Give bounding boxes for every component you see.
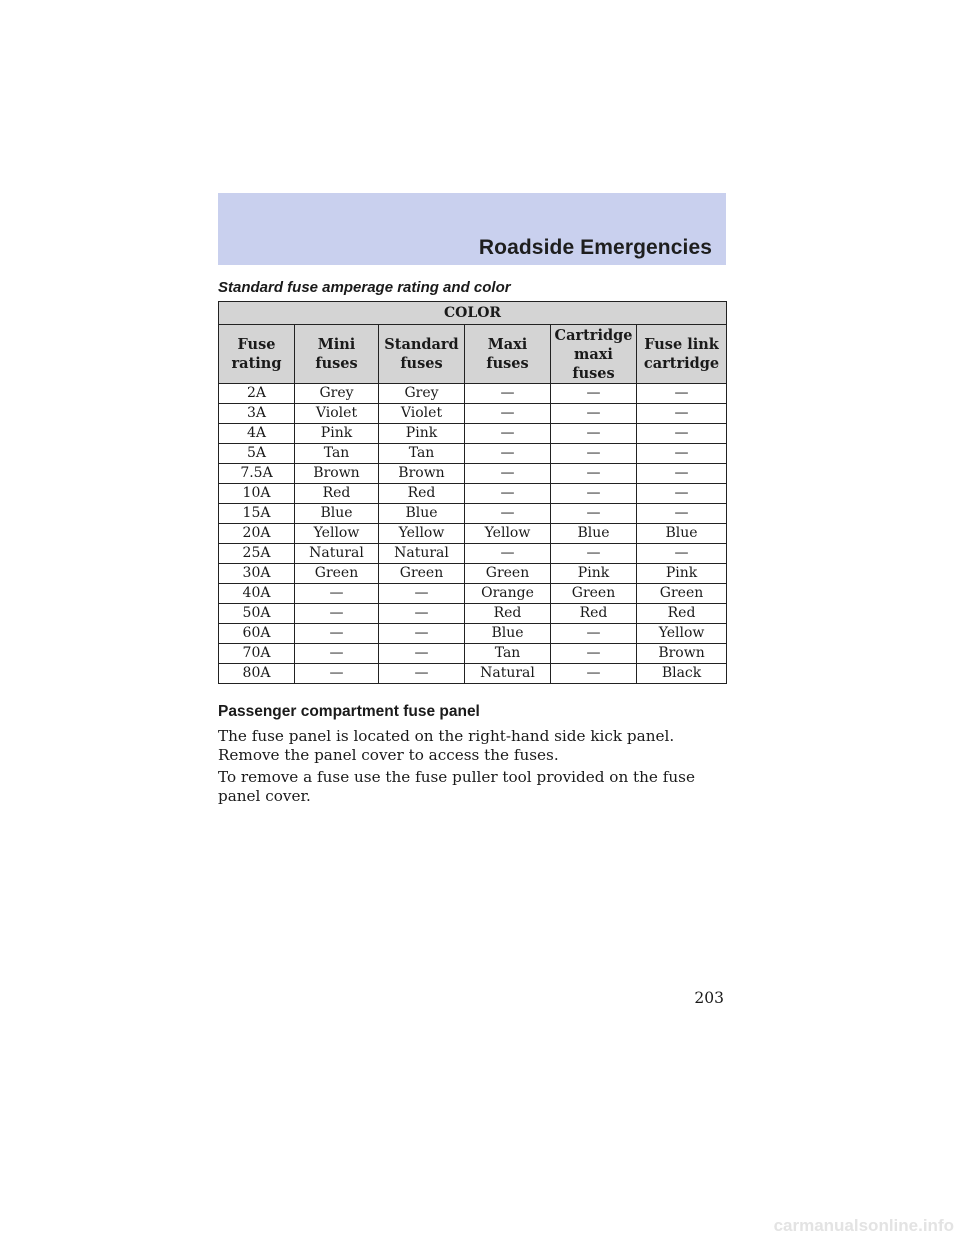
- table-cell: —: [295, 624, 379, 644]
- table-cell: Natural: [295, 544, 379, 564]
- table-cell: 70A: [219, 644, 295, 664]
- table-row: [219, 564, 727, 584]
- column-header-maxi-fuses: [465, 325, 551, 384]
- column-header-label: Fuse rating: [231, 336, 282, 372]
- watermark-logo: carmanualsonline.info: [773, 1216, 954, 1235]
- table-cell: —: [295, 644, 379, 664]
- table-caption: Standard fuse amperage rating and color: [218, 279, 511, 296]
- table-cell: —: [379, 604, 465, 624]
- table-cell: —: [295, 584, 379, 604]
- table-cell: —: [637, 464, 727, 484]
- table-cell: —: [295, 604, 379, 624]
- table-cell: 60A: [219, 624, 295, 644]
- body-paragraph: To remove a fuse use the fuse puller tool provided on the fuse panel cover.: [218, 768, 695, 805]
- column-header-fuse-rating: [219, 325, 295, 384]
- section-header-band: [218, 193, 726, 265]
- table-row: [219, 384, 727, 404]
- table-row: [219, 404, 727, 424]
- table-row: [219, 484, 727, 504]
- section-heading: Passenger compartment fuse panel: [218, 703, 480, 720]
- table-cell: Red: [551, 604, 637, 624]
- table-cell: —: [551, 644, 637, 664]
- table-cell: 50A: [219, 604, 295, 624]
- table-cell: —: [465, 444, 551, 464]
- table-cell: —: [379, 624, 465, 644]
- table-cell: Pink: [379, 424, 465, 444]
- table-body: [219, 384, 727, 684]
- table-cell: 80A: [219, 664, 295, 684]
- column-header-fuse-link-cartridge: [637, 325, 727, 384]
- table-cell: —: [637, 444, 727, 464]
- table-cell: Green: [551, 584, 637, 604]
- table-cell: —: [465, 404, 551, 424]
- table-cell: Green: [379, 564, 465, 584]
- table-row: [219, 584, 727, 604]
- table-cell: —: [551, 464, 637, 484]
- table-cell: —: [379, 584, 465, 604]
- table-row: [219, 644, 727, 664]
- table-cell: —: [551, 484, 637, 504]
- column-header-label: Mini fuses: [315, 336, 358, 372]
- table-cell: —: [637, 484, 727, 504]
- table-cell: Tan: [295, 444, 379, 464]
- table-cell: —: [551, 504, 637, 524]
- table-cell: Pink: [637, 564, 727, 584]
- table-cell: —: [551, 424, 637, 444]
- table-cell: Green: [465, 564, 551, 584]
- table-cell: 40A: [219, 584, 295, 604]
- body-paragraph: The fuse panel is located on the right-hand side kick panel. Remove the panel cover to access the fuses.: [218, 727, 675, 764]
- table-cell: 2A: [219, 384, 295, 404]
- page-number: 203: [694, 989, 724, 1007]
- column-header-label: Fuse link cartridge: [643, 336, 720, 372]
- table-cell: Green: [637, 584, 727, 604]
- table-cell: 30A: [219, 564, 295, 584]
- table-cell: Violet: [295, 404, 379, 424]
- table-row: [219, 604, 727, 624]
- table-cell: Natural: [379, 544, 465, 564]
- table-cell: —: [465, 464, 551, 484]
- column-header-label: Standard fuses: [384, 336, 459, 372]
- table-cell: —: [379, 664, 465, 684]
- table-cell: 25A: [219, 544, 295, 564]
- table-cell: —: [379, 644, 465, 664]
- table-group-header-row: [219, 302, 727, 325]
- table-cell: 5A: [219, 444, 295, 464]
- table-cell: Violet: [379, 404, 465, 424]
- table-cell: —: [637, 544, 727, 564]
- table-cell: Natural: [465, 664, 551, 684]
- table-cell: 7.5A: [219, 464, 295, 484]
- table-cell: Yellow: [379, 524, 465, 544]
- table-cell: Black: [637, 664, 727, 684]
- color-group-header: COLOR: [219, 302, 727, 325]
- table-cell: —: [551, 384, 637, 404]
- table-cell: —: [465, 384, 551, 404]
- table-cell: —: [637, 404, 727, 424]
- table-cell: —: [465, 484, 551, 504]
- table-row: [219, 464, 727, 484]
- table-cell: Brown: [295, 464, 379, 484]
- table-cell: 15A: [219, 504, 295, 524]
- fuse-color-table: [218, 301, 727, 684]
- table-row: [219, 664, 727, 684]
- table-cell: —: [465, 504, 551, 524]
- table-cell: —: [637, 424, 727, 444]
- table-cell: Orange: [465, 584, 551, 604]
- column-header-label: Maxi fuses: [486, 336, 529, 372]
- table-cell: Tan: [465, 644, 551, 664]
- table-cell: Yellow: [637, 624, 727, 644]
- table-cell: Grey: [379, 384, 465, 404]
- table-cell: Brown: [637, 644, 727, 664]
- table-cell: 4A: [219, 424, 295, 444]
- table-cell: Green: [295, 564, 379, 584]
- table-cell: Red: [637, 604, 727, 624]
- table-cell: —: [637, 504, 727, 524]
- table-cell: Yellow: [465, 524, 551, 544]
- table-cell: —: [551, 664, 637, 684]
- section-title: Roadside Emergencies: [478, 236, 712, 259]
- table-cell: 10A: [219, 484, 295, 504]
- table-cell: —: [637, 384, 727, 404]
- table-cell: Blue: [295, 504, 379, 524]
- table-column-header-row: [219, 325, 727, 384]
- table-cell: 20A: [219, 524, 295, 544]
- table-row: [219, 624, 727, 644]
- table-cell: Blue: [637, 524, 727, 544]
- table-cell: —: [551, 624, 637, 644]
- table-cell: Tan: [379, 444, 465, 464]
- table-row: [219, 444, 727, 464]
- table-cell: Grey: [295, 384, 379, 404]
- table-cell: —: [465, 544, 551, 564]
- table-cell: —: [551, 444, 637, 464]
- table-cell: —: [465, 424, 551, 444]
- table-cell: Blue: [379, 504, 465, 524]
- table-cell: —: [551, 544, 637, 564]
- table-cell: Blue: [465, 624, 551, 644]
- table-cell: —: [295, 664, 379, 684]
- table-row: [219, 524, 727, 544]
- table-row: [219, 544, 727, 564]
- table-cell: Pink: [295, 424, 379, 444]
- column-header-label: Cartridge maxi fuses: [554, 326, 633, 382]
- column-header-cartridge-maxi-fuses: [551, 325, 637, 384]
- table-row: [219, 424, 727, 444]
- table-cell: Pink: [551, 564, 637, 584]
- table-cell: —: [551, 404, 637, 424]
- table-cell: Red: [379, 484, 465, 504]
- table-row: [219, 504, 727, 524]
- column-header-mini-fuses: [295, 325, 379, 384]
- table-cell: Yellow: [295, 524, 379, 544]
- table-cell: Red: [295, 484, 379, 504]
- table-cell: Blue: [551, 524, 637, 544]
- table-cell: Brown: [379, 464, 465, 484]
- column-header-standard-fuses: [379, 325, 465, 384]
- table-cell: Red: [465, 604, 551, 624]
- table-cell: 3A: [219, 404, 295, 424]
